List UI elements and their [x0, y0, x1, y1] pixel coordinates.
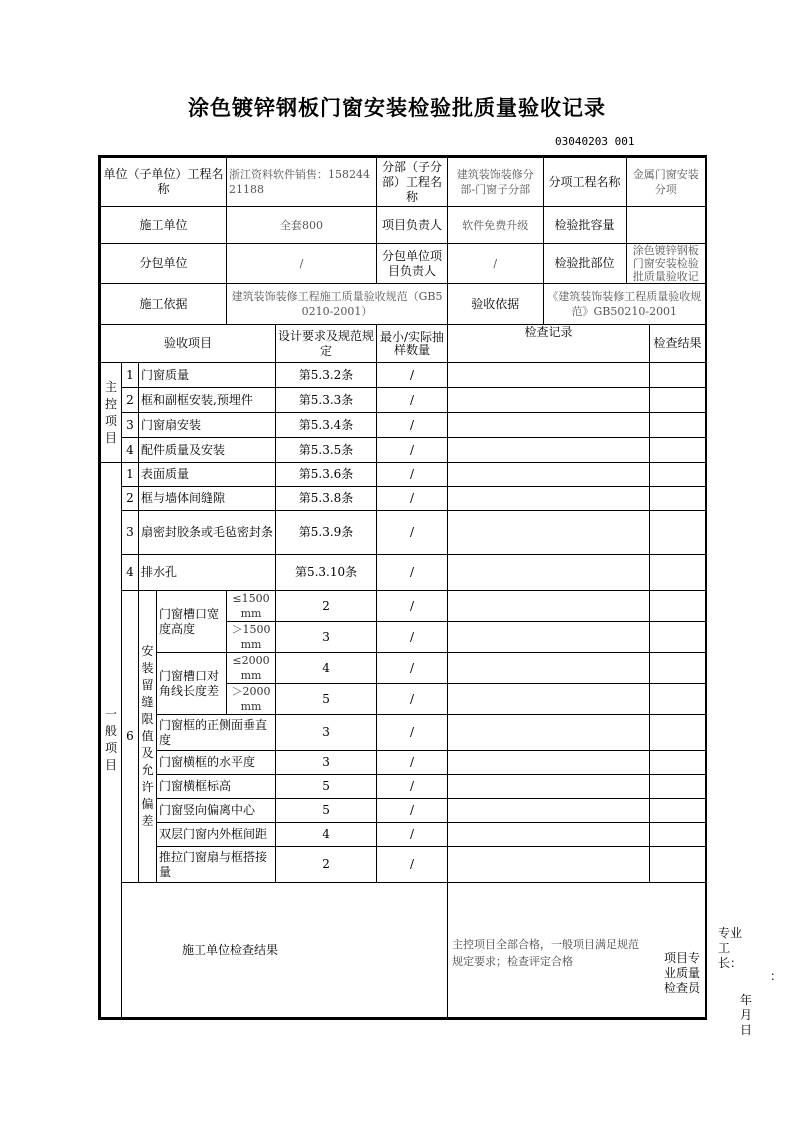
main-no: 3 — [122, 413, 139, 438]
main-item-spec: 第5.3.3条 — [276, 388, 377, 413]
general-item-record — [448, 511, 650, 555]
unit-label: 单位（子单位）工程名称 — [101, 158, 227, 207]
tol-cond: ＞1500mm — [227, 622, 276, 653]
general-item-sample: / — [377, 555, 448, 591]
main-item-sample: / — [377, 388, 448, 413]
inspector-colon: ： — [770, 969, 783, 983]
subitem-value: 金属门窗安装分项 — [632, 168, 699, 196]
general-no: 2 — [122, 487, 139, 511]
division-value: 建筑装饰装修分部-门窗子分部 — [448, 158, 543, 206]
signoff-date: 年 月 日 — [740, 993, 755, 1037]
tol-value: 5 — [276, 684, 377, 715]
tol-sample: / — [377, 751, 448, 775]
general-item-result — [650, 463, 706, 487]
tol-name: 门窗竖向偏离中心 — [157, 799, 276, 823]
general-item-record — [448, 555, 650, 591]
tol-record — [448, 751, 650, 775]
main-item-result — [650, 388, 706, 413]
signoff-label: 施工单位检查结果 — [122, 883, 448, 1018]
main-no: 1 — [122, 363, 139, 388]
tol-record — [448, 591, 650, 622]
tol-result — [650, 622, 706, 653]
tol-value: 4 — [276, 823, 377, 847]
tol-value: 5 — [276, 799, 377, 823]
contractor-value: 全套800 — [227, 207, 377, 244]
tol-sample: / — [377, 591, 448, 622]
tol-result — [650, 847, 706, 883]
col-item: 验收项目 — [101, 325, 276, 363]
tol-value: 2 — [276, 591, 377, 622]
tol-value: 5 — [276, 775, 377, 799]
sub-pm-label: 分包单位项目负责人 — [377, 244, 448, 284]
inspection-table — [100, 157, 783, 1037]
main-item-sample: / — [377, 438, 448, 463]
general-item-spec: 第5.3.9条 — [276, 511, 377, 555]
tol-result — [650, 775, 706, 799]
general-item-spec: 第5.3.8条 — [276, 487, 377, 511]
main-item-name: 框和副框安装,预埋件 — [139, 388, 276, 413]
general-item-name: 表面质量 — [139, 463, 276, 487]
accept-subtable — [448, 284, 705, 324]
part-value: 涂色镀锌钢板门窗安装检验批质量验收记 — [632, 244, 699, 283]
capacity-label: 检验批容量 — [543, 207, 626, 243]
accept-value: 《建筑装饰装修工程质量验收规范》GB50210-2001 — [547, 290, 702, 318]
main-item-record — [448, 438, 650, 463]
tolerance-group-label: 安装留缝限值及允许偏差 — [139, 591, 157, 883]
general-item-name: 框与墙体间缝隙 — [139, 487, 276, 511]
main-group-label: 主控项目 — [101, 363, 122, 463]
main-item-name: 门窗质量 — [139, 363, 276, 388]
tol-record — [448, 653, 650, 684]
main-no: 4 — [122, 438, 139, 463]
main-no: 2 — [122, 388, 139, 413]
tol-record — [448, 799, 650, 823]
main-item-result — [650, 413, 706, 438]
tolerance-no: 6 — [122, 591, 139, 883]
sub-value: / — [227, 244, 377, 284]
tol-result — [650, 751, 706, 775]
general-item-name: 排水孔 — [139, 555, 276, 591]
tol-value: 3 — [276, 715, 377, 751]
sub-label: 分包单位 — [101, 244, 227, 284]
tol-sample: / — [377, 653, 448, 684]
tol-sample: / — [377, 823, 448, 847]
tol-sample: / — [377, 715, 448, 751]
general-no: 3 — [122, 511, 139, 555]
tol-result — [650, 684, 706, 715]
page-title: 涂色镀锌钢板门窗安装检验批质量验收记录 — [188, 96, 606, 120]
tol-sample: / — [377, 799, 448, 823]
general-item-result — [650, 487, 706, 511]
general-item-result — [650, 555, 706, 591]
tol-value: 3 — [276, 751, 377, 775]
basis-value: 建筑装饰装修工程施工质量验收规范（GB50210-2001） — [227, 284, 448, 325]
division-label: 分部（子分部）工程名称 — [377, 158, 448, 207]
foreman-label: 专业工长： — [718, 926, 743, 970]
sub-pm-value: / — [448, 244, 543, 283]
tol-name: 双层门窗内外框间距 — [157, 823, 276, 847]
general-item-sample: / — [377, 511, 448, 555]
tol-name: 门窗横框的水平度 — [157, 751, 276, 775]
main-item-sample: / — [377, 363, 448, 388]
main-item-spec: 第5.3.5条 — [276, 438, 377, 463]
general-item-spec: 第5.3.10条 — [276, 555, 377, 591]
unit-value: 浙江资料软件销售：15824421188 — [227, 158, 377, 207]
tol-record — [448, 775, 650, 799]
general-item-record — [448, 463, 650, 487]
tol-record — [448, 715, 650, 751]
main-item-record — [448, 363, 650, 388]
main-item-spec: 第5.3.4条 — [276, 413, 377, 438]
main-item-record — [448, 413, 650, 438]
contractor-label: 施工单位 — [101, 207, 227, 244]
tol-name: 门窗横框标高 — [157, 775, 276, 799]
tol-sample: / — [377, 622, 448, 653]
form-code: 03040203 001 — [555, 135, 635, 148]
main-item-sample: / — [377, 413, 448, 438]
division-subtable — [448, 158, 705, 206]
general-group-label: 一般项目 — [101, 463, 122, 1018]
general-item-record — [448, 487, 650, 511]
tol-record — [448, 847, 650, 883]
pm-value: 软件免费升级 — [448, 207, 543, 243]
signoff-conclusion: 主控项目全部合格，一般项目满足规范规定要求；检查评定合格 — [452, 938, 640, 968]
tol-value: 3 — [276, 622, 377, 653]
general-item-sample: / — [377, 463, 448, 487]
tol-record — [448, 622, 650, 653]
subitem-label: 分项工程名称 — [543, 158, 626, 206]
slot-width-label: 门窗槽口宽度高度 — [157, 591, 227, 653]
col-design: 设计要求及规范规定 — [276, 325, 377, 363]
main-item-name: 门窗扇安装 — [139, 413, 276, 438]
tol-record — [448, 684, 650, 715]
slot-diag-label: 门窗槽口对角线长度差 — [157, 653, 227, 715]
general-item-sample: / — [377, 487, 448, 511]
tol-name: 推拉门窗扇与框搭接量 — [157, 847, 276, 883]
tol-result — [650, 591, 706, 622]
tol-sample: / — [377, 847, 448, 883]
tol-name: 门窗框的正侧面垂直度 — [157, 715, 276, 751]
main-item-record — [448, 388, 650, 413]
main-item-name: 配件质量及安装 — [139, 438, 276, 463]
tol-sample: / — [377, 684, 448, 715]
basis-label: 施工依据 — [101, 284, 227, 325]
general-no: 1 — [122, 463, 139, 487]
tol-result — [650, 715, 706, 751]
tol-value: 2 — [276, 847, 377, 883]
tol-cond: ≤2000mm — [227, 653, 276, 684]
capacity-value — [626, 207, 705, 243]
sub-subtable — [448, 244, 705, 283]
general-item-name: 扇密封胶条或毛毡密封条 — [139, 511, 276, 555]
inspector-label: 项目专业质量检查员 — [664, 951, 701, 995]
inspection-form — [98, 155, 783, 1037]
col-result: 检查结果 — [650, 325, 706, 363]
col-record: 检查记录 — [448, 325, 650, 363]
tol-cond: ≤1500mm — [227, 591, 276, 622]
tol-result — [650, 823, 706, 847]
pm-label: 项目负责人 — [377, 207, 448, 244]
pm-subtable — [448, 207, 705, 243]
part-label: 检验批部位 — [543, 244, 626, 283]
tol-cond: ＞2000mm — [227, 684, 276, 715]
main-item-result — [650, 363, 706, 388]
main-item-result — [650, 438, 706, 463]
tol-record — [448, 823, 650, 847]
tol-sample: / — [377, 775, 448, 799]
signoff-block — [448, 883, 783, 1037]
main-item-spec: 第5.3.2条 — [276, 363, 377, 388]
tol-value: 4 — [276, 653, 377, 684]
general-item-spec: 第5.3.6条 — [276, 463, 377, 487]
tol-result — [650, 799, 706, 823]
general-item-result — [650, 511, 706, 555]
tol-result — [650, 653, 706, 684]
general-no: 4 — [122, 555, 139, 591]
col-sample: 最小/实际抽样数量 — [377, 325, 448, 363]
accept-label: 验收依据 — [448, 284, 543, 324]
